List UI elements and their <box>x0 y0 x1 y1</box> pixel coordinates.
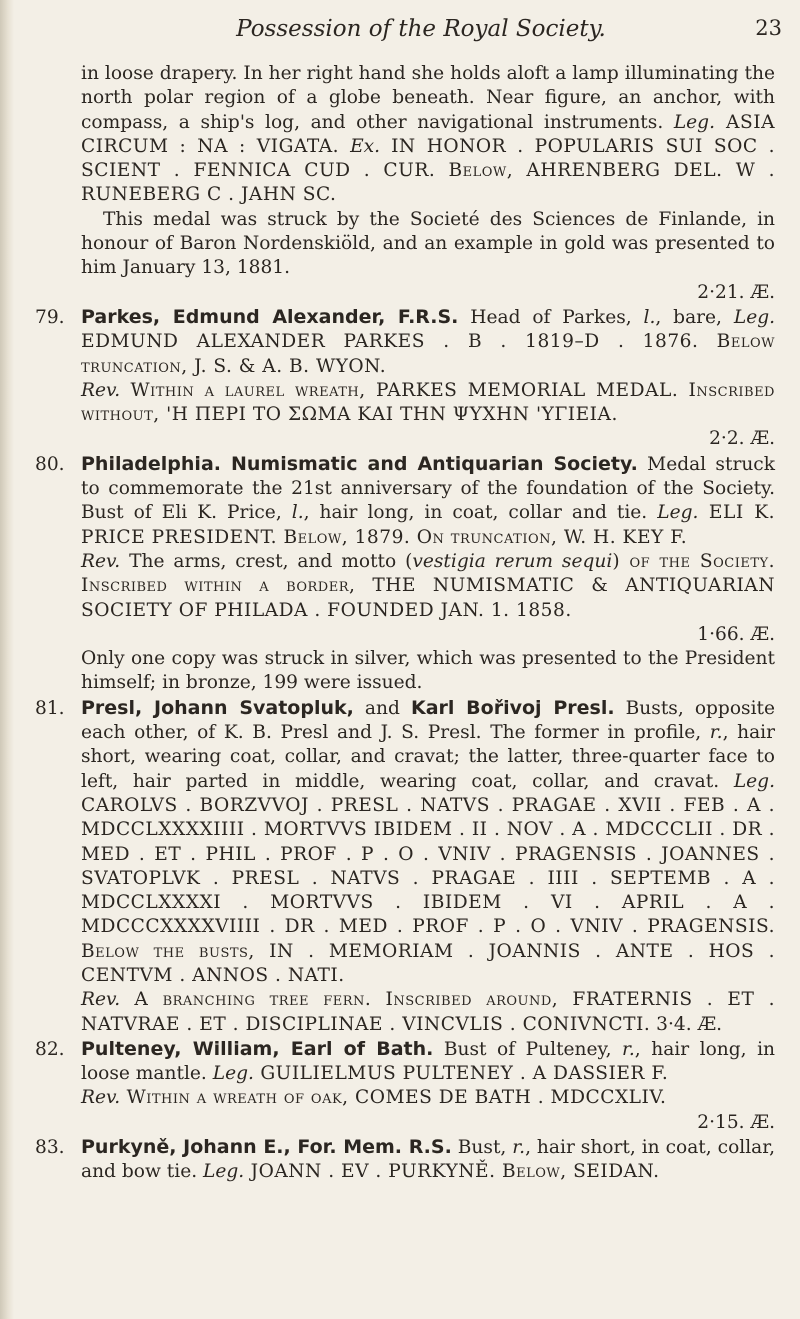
direction-text: r. <box>709 722 723 744</box>
description-text: , hair long, in loose mantle. <box>81 1038 776 1085</box>
description-text: Medal struck to commemorate the 21st anniversary of the foundation of the Society. Bust of Eli K. Price, <box>81 453 775 524</box>
entry-80 <box>35 452 775 550</box>
entry-heading: Pulteney, William, Earl of Bath. <box>81 1037 434 1060</box>
reverse-label: Rev. <box>81 1087 121 1109</box>
entry-79 <box>35 305 775 379</box>
entry-81-size: 3·4. Æ. <box>656 1013 723 1035</box>
reverse-text: A branching tree fern. Inscribed around, FRATERNIS . ET . NATVRAE . ET . DISCIPLINAE . VINCVLIS . CONIVNCTI. <box>81 989 775 1035</box>
entry-heading: Parkes, Edmund Alexander, F.R.S. <box>81 305 459 328</box>
legend-text: JOANN . EV . PURKYNĚ. Below, SEIDAN. <box>244 1161 660 1183</box>
entry-number: 80. <box>35 453 65 475</box>
entry-heading: Purkyně, Johann E., For. Mem. R.S. <box>81 1136 452 1159</box>
legend-text: CAROLVS . BORZVVOJ . PRESL . NATVS . PRAGAE . XVII . FEB . A . MDCCLXXXXIIII . MORTVVS IBIDEM . II . NOV . A . MDCCCLII . DR . MED . ET . PHIL . PROF . P . O . VNIV . PRAGENSIS . JOANNES . SVATOPLVK . PRESL . NATVS . PRAGAE . IIII . SEPTEMB . A . MDCCLXXXXI . MORTVVS . IBIDEM . VI . APRIL . A . MDCCCXXXXVIIII . DR . MED . PROF . P . O . VNIV . PRAGENSIS. Below the busts, IN . MEMORIAM . JOANNIS . ANTE . HOS . CENTVM . ANNOS . NATI. <box>81 794 775 986</box>
running-title: Possession of the Royal Society. <box>236 16 606 42</box>
legend-label: Leg. <box>673 111 715 133</box>
exergue-label: Ex. <box>350 135 381 157</box>
entry-82-size: 2·15. Æ. <box>697 1111 775 1133</box>
entry-heading-second: Karl Bořivoj Presl. <box>410 696 615 719</box>
entry-80-size: 1·66. Æ. <box>697 623 775 645</box>
description-text: in loose drapery. In her right hand she holds aloft a lamp illuminating the north polar region of a globe beneath. Near figure, an anchor, with compass, a ship's log, and other navigational instruments. <box>81 63 775 133</box>
description-text: , hair short, wearing coat, collar, and cravat; the latter, three-quarter face to left, hair parted in middle, wearing coat, collar, and cravat. <box>81 722 776 792</box>
reverse-text: Within a wreath of oak, COMES DE BATH . MDCCXLIV. <box>120 1087 667 1109</box>
legend-text: EDMUND ALEXANDER PARKES . B . 1819–D . 1876. Below truncation, J. S. & A. B. WYON. <box>81 331 775 377</box>
motto-text: vestigia rerum sequi <box>412 550 613 572</box>
reverse-label: Rev. <box>81 989 121 1011</box>
description-text: , hair short, in coat, collar, and bow tie. <box>81 1137 775 1183</box>
legend-label: Leg. <box>212 1063 254 1085</box>
description-text: Bust, <box>451 1137 513 1159</box>
reverse-label: Rev. <box>81 550 121 572</box>
reverse-text: Within a laurel wreath, PARKES MEMORIAL MEDAL. Inscribed without, 'Η ΠΕΡΙ ΤΟ ΣΩΜΑ ΚΑΙ ΤΗΝ ΨΥΧΗΝ 'ΥΓΙΕΙΑ. <box>81 379 775 426</box>
description-text: and <box>353 697 411 719</box>
entry-78-note <box>35 208 775 281</box>
legend-label: Leg. <box>733 306 776 328</box>
entry-80-note: Only one copy was struck in silver, which was presented to the President himself; in bronze, 199 were issued. <box>81 648 775 694</box>
note-text: This medal was struck by the Societé des Sciences de Finlande, in honour of Baron Nordenskiöld, and an example in gold was presented to him January 13, 1881. <box>81 208 775 279</box>
entry-82 <box>35 1037 775 1087</box>
entry-78-continuation <box>35 62 775 208</box>
entry-number: 82. <box>35 1038 65 1060</box>
legend-label: Leg. <box>203 1161 245 1183</box>
entry-number: 79. <box>35 306 65 328</box>
entry-number: 81. <box>35 697 65 719</box>
entry-81-reverse <box>35 988 775 1037</box>
reverse-label: Rev. <box>81 379 121 401</box>
entry-heading: Philadelphia. Numismatic and Antiquarian Society. <box>81 452 638 475</box>
entry-heading: Presl, Johann Svatopluk, <box>81 696 354 719</box>
catalogue-text <box>35 62 775 1185</box>
direction-text: r. <box>622 1038 635 1060</box>
direction-text: r. <box>512 1137 526 1159</box>
entry-81 <box>35 696 775 989</box>
page-header <box>60 16 782 50</box>
legend-label: Leg. <box>657 502 699 524</box>
reverse-text: The arms, crest, and motto ( <box>120 550 413 572</box>
description-text: , hair long, in coat, collar and tie. <box>303 502 658 524</box>
entry-82-reverse <box>35 1086 775 1110</box>
entry-79-reverse <box>35 379 775 428</box>
legend-label: Leg. <box>733 770 775 792</box>
direction-text: l. <box>643 306 656 328</box>
entry-83 <box>35 1135 775 1185</box>
exergue-text: IN HONOR . POPULARIS SUI SOC . SCIENT . FENNICA CUD . CUR. Below, AHRENBERG DEL. W . RUNEBERG C . JAHN SC. <box>81 135 775 206</box>
legend-text: ELI K. PRICE PRESIDENT. Below, 1879. On truncation, W. H. KEY F. <box>81 502 776 548</box>
legend-text: GUILIELMUS PULTENEY . A DASSIER F. <box>253 1063 669 1085</box>
entry-78-size: 2·21. Æ. <box>697 281 775 303</box>
page-number: 23 <box>755 16 782 40</box>
description-text: , bare, <box>655 306 734 328</box>
description-text: Bust of Pulteney, <box>433 1038 623 1060</box>
entry-79-size: 2·2. Æ. <box>709 428 775 450</box>
direction-text: l. <box>291 502 304 524</box>
reverse-text: ) of the Society. Inscribed within a border, THE NUMISMATIC & ANTIQUARIAN SOCIETY OF PHILADA . FOUNDED JAN. 1. 1858. <box>81 550 776 621</box>
entry-number: 83. <box>35 1137 65 1159</box>
legend-text: ASIA CIRCUM : NA : VIGATA. <box>81 111 775 157</box>
description-text: Busts, opposite each other, of K. B. Presl and J. S. Presl. The former in profile, <box>81 697 775 744</box>
description-text: Head of Parkes, <box>458 306 644 328</box>
entry-80-reverse <box>35 550 775 623</box>
